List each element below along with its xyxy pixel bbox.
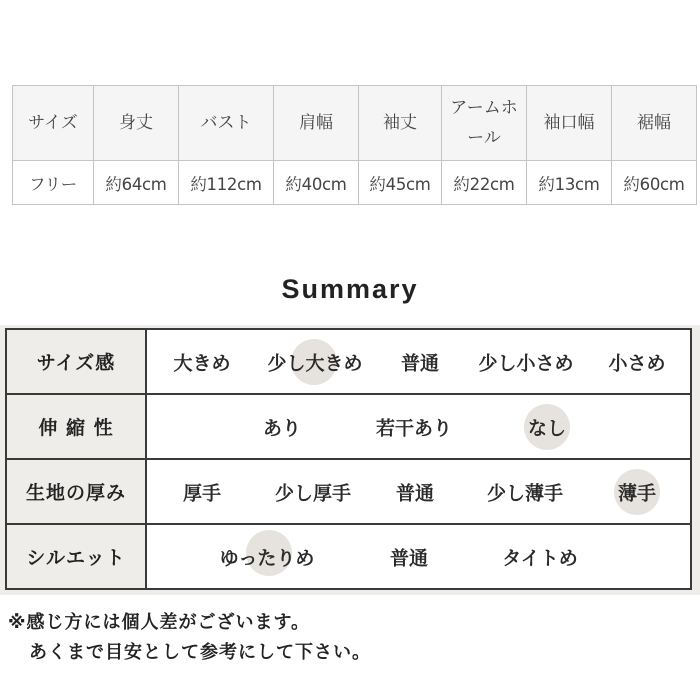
option-label: ゆったりめ	[219, 547, 315, 569]
summary-row-stretch	[6, 394, 691, 459]
option-label: 普通	[400, 352, 440, 374]
cell-shoulder: 約40cm	[274, 161, 359, 205]
summary-options-silhouette	[146, 524, 691, 589]
option-label: 厚手	[182, 482, 222, 504]
header-bust: バスト	[179, 86, 274, 161]
option-label: 小さめ	[608, 352, 666, 374]
header-sleeve: 袖丈	[359, 86, 442, 161]
cell-size: フリー	[13, 161, 94, 205]
summary-table	[5, 328, 692, 590]
cell-cuff: 約13cm	[527, 161, 612, 205]
option-label: 大きめ	[173, 352, 231, 374]
header-shoulder: 肩幅	[274, 86, 359, 161]
option-label: 普通	[389, 547, 429, 569]
option-label: 薄手	[617, 482, 657, 504]
cell-bust: 約112cm	[179, 161, 274, 205]
option-label: 少し小さめ	[478, 352, 574, 374]
cell-length: 約64cm	[94, 161, 179, 205]
note-line-2: あくまで目安として参考にして下さい。	[29, 642, 371, 663]
option-label: 普通	[395, 482, 435, 504]
option-label: タイトめ	[502, 547, 578, 569]
summary-panel	[0, 325, 700, 595]
header-length: 身丈	[94, 86, 179, 161]
size-table-row	[13, 161, 697, 205]
cell-sleeve: 約45cm	[359, 161, 442, 205]
summary-label-thickness: 生地の厚み	[6, 459, 146, 524]
option-label: なし	[527, 417, 567, 439]
option-label: あり	[262, 417, 302, 439]
cell-armhole: 約22cm	[442, 161, 527, 205]
note-line-1: ※感じ方には個人差がございます。	[8, 612, 311, 633]
header-cuff: 袖口幅	[527, 86, 612, 161]
summary-title: Summary	[281, 274, 419, 304]
summary-label-silhouette: シルエット	[6, 524, 146, 589]
cell-hem: 約60cm	[612, 161, 697, 205]
header-hem: 裾幅	[612, 86, 697, 161]
size-table-header-row	[13, 86, 697, 161]
header-armhole: アームホール	[442, 86, 527, 161]
summary-row-size-feel	[6, 329, 691, 394]
size-table	[12, 85, 697, 205]
summary-row-thickness	[6, 459, 691, 524]
summary-options-thickness	[146, 459, 691, 524]
summary-row-silhouette	[6, 524, 691, 589]
option-label: 少し厚手	[274, 482, 352, 504]
summary-label-size-feel: サイズ感	[6, 329, 146, 394]
summary-options-stretch	[146, 394, 691, 459]
summary-label-stretch: 伸 縮 性	[6, 394, 146, 459]
summary-options-size-feel	[146, 329, 691, 394]
option-label: 少し大きめ	[267, 352, 363, 374]
option-label: 若干あり	[375, 417, 453, 439]
option-label: 少し薄手	[486, 482, 564, 504]
header-size: サイズ	[13, 86, 94, 161]
